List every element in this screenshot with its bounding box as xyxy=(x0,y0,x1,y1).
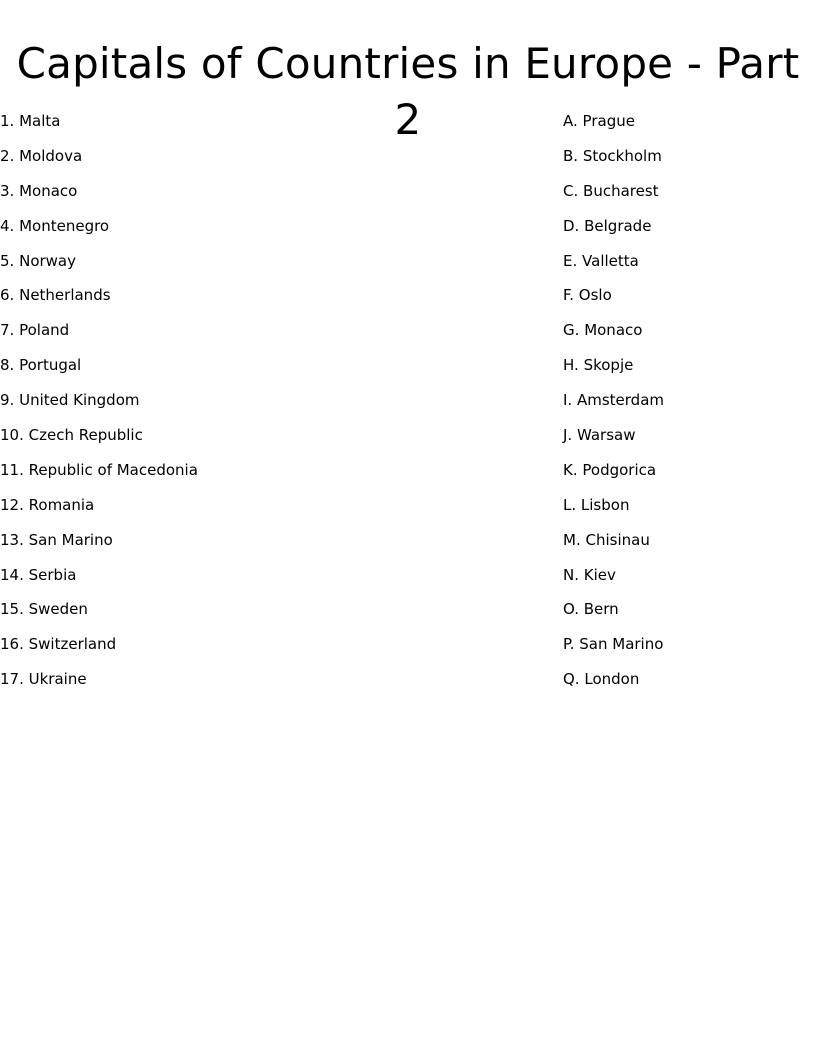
country-item xyxy=(0,528,400,563)
item-letter: O. xyxy=(563,600,579,619)
country-item xyxy=(0,353,400,388)
capital-name: Prague xyxy=(582,112,635,130)
item-letter: E. xyxy=(563,251,578,270)
capital-name: Valletta xyxy=(582,251,639,270)
country-item xyxy=(0,109,400,144)
country-item xyxy=(0,632,400,667)
capital-name: Stockholm xyxy=(582,146,662,165)
capital-name: Bern xyxy=(583,600,619,619)
capital-item xyxy=(563,458,813,493)
capital-name: San Marino xyxy=(579,635,664,654)
country-name: Romania xyxy=(28,495,95,514)
country-name: Netherlands xyxy=(19,286,111,305)
country-item xyxy=(0,249,400,284)
capital-name: Oslo xyxy=(578,286,612,305)
item-letter: F. xyxy=(563,286,574,305)
country-name: Poland xyxy=(19,321,70,340)
capital-item xyxy=(563,597,813,632)
capital-item xyxy=(563,249,813,284)
item-letter: B. xyxy=(563,146,579,165)
country-item xyxy=(0,179,400,214)
item-number: 5. xyxy=(0,251,15,270)
item-number: 7. xyxy=(0,321,15,340)
country-item xyxy=(0,563,400,598)
country-name: San Marino xyxy=(28,530,113,549)
item-number: 14. xyxy=(0,565,24,584)
capital-item xyxy=(563,388,813,423)
country-item xyxy=(0,597,400,632)
capital-item xyxy=(563,109,813,144)
item-letter: N. xyxy=(563,565,579,584)
country-name: Serbia xyxy=(28,565,77,584)
item-number: 11. xyxy=(0,460,24,479)
capital-item xyxy=(563,563,813,598)
country-name: Malta xyxy=(19,112,61,130)
capital-name: Chisinau xyxy=(585,530,650,549)
country-name: United Kingdom xyxy=(19,391,140,410)
capital-item xyxy=(563,632,813,667)
capital-item xyxy=(563,318,813,353)
item-number: 12. xyxy=(0,495,24,514)
country-item xyxy=(0,458,400,493)
capital-name: Belgrade xyxy=(584,216,652,235)
country-list xyxy=(0,109,400,702)
country-item xyxy=(0,318,400,353)
country-item xyxy=(0,493,400,528)
country-name: Sweden xyxy=(28,600,88,619)
item-number: 8. xyxy=(0,356,15,375)
item-letter: Q. xyxy=(563,670,580,689)
item-letter: J. xyxy=(563,426,573,445)
capital-name: Podgorica xyxy=(582,460,657,479)
country-item xyxy=(0,388,400,423)
country-name: Monaco xyxy=(19,181,78,200)
capital-item xyxy=(563,493,813,528)
country-name: Moldova xyxy=(19,146,83,165)
item-letter: A. xyxy=(563,112,578,130)
item-number: 1. xyxy=(0,112,15,130)
item-letter: H. xyxy=(563,356,579,375)
capital-name: Lisbon xyxy=(580,495,630,514)
capital-name: Kiev xyxy=(583,565,616,584)
capital-item xyxy=(563,667,813,702)
capital-name: Monaco xyxy=(584,321,643,340)
item-number: 2. xyxy=(0,146,15,165)
capital-item xyxy=(563,283,813,318)
item-number: 13. xyxy=(0,530,24,549)
capital-name: London xyxy=(584,670,640,689)
item-letter: G. xyxy=(563,321,580,340)
item-letter: C. xyxy=(563,181,579,200)
item-number: 16. xyxy=(0,635,24,654)
capital-item xyxy=(563,353,813,388)
capital-name: Bucharest xyxy=(583,181,659,200)
item-number: 17. xyxy=(0,670,24,689)
country-name: Norway xyxy=(19,251,76,270)
capital-item xyxy=(563,214,813,249)
item-number: 3. xyxy=(0,181,15,200)
capital-name: Amsterdam xyxy=(576,391,665,410)
item-number: 15. xyxy=(0,600,24,619)
country-item xyxy=(0,667,400,702)
country-name: Switzerland xyxy=(28,635,117,654)
capital-list xyxy=(563,109,813,702)
item-letter: L. xyxy=(563,495,577,514)
country-name: Portugal xyxy=(19,356,82,375)
country-name: Ukraine xyxy=(28,670,87,689)
country-item xyxy=(0,144,400,179)
page-title: Capitals of Countries in Europe - Part 2 xyxy=(16,39,800,144)
item-number: 10. xyxy=(0,426,24,445)
item-letter: I. xyxy=(563,391,573,410)
item-letter: M. xyxy=(563,530,581,549)
country-name: Czech Republic xyxy=(28,426,143,445)
capital-item xyxy=(563,528,813,563)
capital-name: Skopje xyxy=(583,356,634,375)
item-number: 9. xyxy=(0,391,15,410)
item-letter: K. xyxy=(563,460,578,479)
item-letter: P. xyxy=(563,635,575,654)
country-item xyxy=(0,283,400,318)
capital-name: Warsaw xyxy=(576,426,636,445)
capital-item xyxy=(563,423,813,458)
country-item xyxy=(0,423,400,458)
country-name: Republic of Macedonia xyxy=(28,460,198,479)
country-name: Montenegro xyxy=(19,216,110,235)
item-number: 6. xyxy=(0,286,15,305)
capital-item xyxy=(563,144,813,179)
capital-item xyxy=(563,179,813,214)
country-item xyxy=(0,214,400,249)
item-number: 4. xyxy=(0,216,15,235)
item-letter: D. xyxy=(563,216,580,235)
